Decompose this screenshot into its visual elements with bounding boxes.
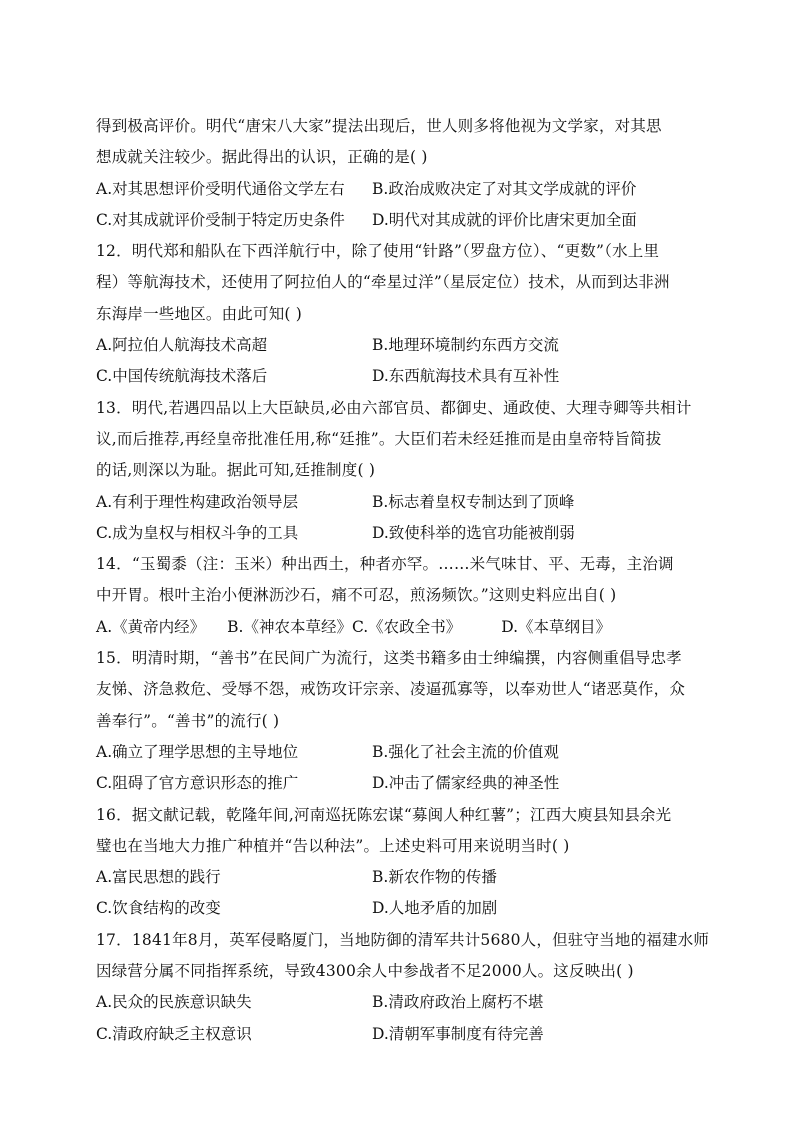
q12-options-row-1 (96, 330, 706, 361)
q13-stem-line-2: 议,而后推荐,再经皇帝批准任用,称“廷推”。大臣们若未经廷推而是由皇帝特旨简拔 (96, 429, 662, 448)
q16-option-a[interactable]: A.富民思想的践行 (96, 868, 221, 887)
q11-options-row-1 (96, 174, 706, 205)
q11-option-d[interactable]: D.明代对其成就的评价比唐宋更加全面 (372, 210, 637, 229)
q17-stem-line-2: 因绿营分属不同指挥系统，导致4300余人中参战者不足2000人。这反映出( ) (96, 962, 634, 981)
q11-continuation-line-1: 得到极高评价。明代“唐宋八大家”提法出现后，世人则多将他视为文学家，对其思 (96, 117, 662, 135)
q12-option-a[interactable]: A.阿拉伯人航海技术高超 (96, 336, 268, 355)
q13-option-c[interactable]: C.成为皇权与相权斗争的工具 (96, 523, 299, 542)
q17-option-c[interactable]: C.清政府缺乏主权意识 (96, 1024, 252, 1043)
q17-option-d[interactable]: D.清朝军事制度有待完善 (372, 1024, 544, 1043)
q15-options-row-2 (96, 768, 706, 799)
q14-stem-line-1: 14．“玉蜀黍（注：玉米）种出西土，种者亦罕。……米气味甘、平、无毒，主治调 (96, 555, 674, 574)
q14-options-row (96, 612, 706, 643)
q13-options-row-2 (96, 518, 706, 549)
q15-option-b[interactable]: B.强化了社会主流的价值观 (372, 742, 559, 761)
q17-options-row-2 (96, 1019, 706, 1050)
q12-option-d[interactable]: D.东西航海技术具有互补性 (372, 367, 560, 386)
q16-option-c[interactable]: C.饮食结构的改变 (96, 899, 221, 918)
exam-page (96, 111, 710, 1050)
q11-continuation-line-2: 想成就关注较少。据此得出的认识，正确的是( ) (96, 148, 428, 167)
q13-options-row-1 (96, 487, 706, 518)
q14-option-d[interactable]: D.《本草纲目》 (501, 617, 612, 636)
q12-stem-line-2: 程）等航海技术，还使用了阿拉伯人的“牵星过洋”（星辰定位）技术，从而到达非洲 (96, 273, 670, 292)
q11-option-b[interactable]: B.政治成败决定了对其文学成就的评价 (372, 179, 637, 198)
q12-stem-line-3: 东海岸一些地区。由此可知( ) (96, 304, 303, 323)
q16-stem-line-2: 璧也在当地大力推广种植并“告以种法”。上述史料可用来说明当时( ) (96, 836, 570, 855)
q16-options-row-2 (96, 893, 706, 924)
q15-stem-line-3: 善奉行”。“善书”的流行( ) (96, 711, 280, 730)
q14-option-b[interactable]: B.《神农本草经》 (227, 617, 352, 636)
q15-option-c[interactable]: C.阻碍了官方意识形态的推广 (96, 774, 299, 793)
q11-option-a[interactable]: A.对其思想评价受明代通俗文学左右 (96, 179, 345, 198)
q13-stem-line-3: 的话,则深以为耻。据此可知,廷推制度( ) (96, 461, 376, 480)
q12-option-b[interactable]: B.地理环境制约东西方交流 (372, 336, 559, 355)
q13-stem-line-1: 13．明代,若遇四品以上大臣缺员,必由六部官员、都御史、通政使、大理寺卿等共相计 (96, 398, 692, 417)
q15-option-a[interactable]: A.确立了理学思想的主导地位 (96, 742, 299, 761)
q12-option-c[interactable]: C.中国传统航海技术落后 (96, 367, 268, 386)
q11-option-c[interactable]: C.对其成就评价受制于特定历史条件 (96, 210, 345, 229)
q15-stem-line-1: 15．明清时期，“善书”在民间广为流行，这类书籍多由士绅编撰，内容侧重倡导忠孝 (96, 649, 682, 668)
q16-stem-line-1: 16．据文献记载，乾隆年间,河南巡抚陈宏谋“募闽人种红薯”；江西大庾县知县余光 (96, 805, 672, 824)
q16-option-b[interactable]: B.新农作物的传播 (372, 868, 497, 887)
q17-stem-line-1: 17．1841年8月，英军侵略厦门，当地防御的清军共计5680人，但驻守当地的福建水师 (96, 930, 710, 949)
q14-stem-line-2: 中开胃。根叶主治小便淋沥沙石，痛不可忍，煎汤频饮。”这则史料应出自( ) (96, 586, 617, 605)
q15-options-row-1 (96, 737, 706, 768)
q13-option-b[interactable]: B.标志着皇权专制达到了顶峰 (372, 492, 575, 511)
q16-options-row-1 (96, 862, 706, 893)
q14-option-c[interactable]: C.《农政全书》 (351, 617, 462, 636)
q17-option-b[interactable]: B.清政府政治上腐朽不堪 (372, 993, 544, 1012)
q12-options-row-2 (96, 361, 706, 392)
q15-option-d[interactable]: D.冲击了儒家经典的神圣性 (372, 774, 560, 793)
q14-option-a[interactable]: A.《黄帝内经》 (96, 617, 206, 636)
q11-options-row-2 (96, 205, 706, 236)
q16-option-d[interactable]: D.人地矛盾的加剧 (372, 899, 498, 918)
q15-stem-line-2: 友悌、济急救危、受辱不怨，戒饬攻讦宗亲、凌逼孤寡等，以奉劝世人“诸恶莫作，众 (96, 680, 686, 699)
q17-options-row-1 (96, 987, 706, 1018)
q12-stem-line-1: 12．明代郑和船队在下西洋航行中，除了使用“针路”（罗盘方位）、“更数”（水上里 (96, 242, 660, 261)
q13-option-a[interactable]: A.有利于理性构建政治领导层 (96, 492, 299, 511)
q17-option-a[interactable]: A.民众的民族意识缺失 (96, 993, 252, 1012)
q13-option-d[interactable]: D.致使科举的选官功能被削弱 (372, 523, 575, 542)
